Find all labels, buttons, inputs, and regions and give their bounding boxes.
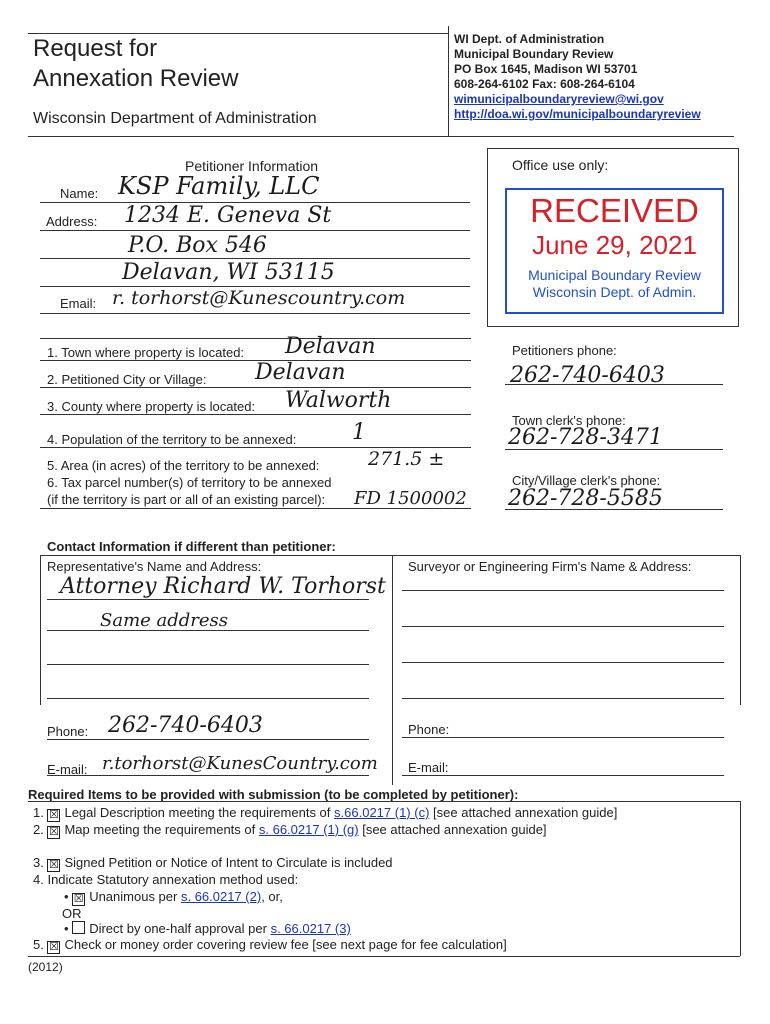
q3-county-field[interactable]: Walworth <box>285 388 392 413</box>
rep-line-4 <box>47 698 369 699</box>
contact-right-border <box>740 555 741 705</box>
name-label: Name: <box>60 186 99 201</box>
rep-line-1 <box>47 599 369 600</box>
questions-rule-top <box>40 338 471 339</box>
or-text: OR <box>62 906 82 921</box>
stamp-date: June 29, 2021 <box>532 230 697 260</box>
town-clerk-phone-line <box>505 449 723 450</box>
rep-phone-line <box>47 739 369 740</box>
page-title <box>33 34 238 94</box>
q1-label: 1. Town where property is located: <box>47 345 245 360</box>
petitioner-address-2-field[interactable]: P.O. Box 546 <box>128 233 267 258</box>
surveyor-email-label: E-mail: <box>408 760 449 775</box>
rep-label: Representative's Name and Address: <box>47 559 262 574</box>
item-1-checkbox[interactable]: ☒ <box>49 809 59 821</box>
surveyor-label: Surveyor or Engineering Firm's Name & Address: <box>408 559 692 574</box>
rep-phone-label: Phone: <box>47 724 89 739</box>
contact-rule-top <box>40 555 740 556</box>
item-4b-text: Direct by one-half approval per <box>89 921 267 936</box>
item-2-text: Map meeting the requirements of <box>64 822 256 837</box>
item-3 <box>33 855 393 872</box>
item-1-statute-link[interactable]: s.66.0217 (1) (c) <box>334 805 430 820</box>
item-1-note: [see attached annexation guide] <box>433 805 618 820</box>
item-5-number: 5. <box>33 937 44 952</box>
petitioner-address-3-field[interactable]: Delavan, WI 53115 <box>122 260 335 285</box>
required-rule-bottom <box>28 956 740 957</box>
surveyor-phone-label: Phone: <box>408 722 450 737</box>
city-clerk-phone-line <box>505 509 723 510</box>
item-3-text: Signed Petition or Notice of Intent to Circulate is included <box>64 855 393 870</box>
item-2 <box>33 822 547 839</box>
item-2-number: 2. <box>33 822 44 837</box>
item-1-number: 1. <box>33 805 44 820</box>
surveyor-email-line <box>402 775 724 776</box>
email-line <box>40 313 470 314</box>
contact-heading: Contact Information if different than petitioner: <box>47 539 336 554</box>
q5-label: 5. Area (in acres) of the territory to be annexed: <box>47 458 320 473</box>
item-4b-checkbox[interactable] <box>72 921 85 934</box>
header-rule-bottom <box>28 136 734 137</box>
q4-label: 4. Population of the territory to be annexed: <box>47 432 297 447</box>
item-4 <box>33 872 298 887</box>
page-subtitle: Wisconsin Department of Administration <box>33 110 317 127</box>
email-label: Email: <box>60 296 97 311</box>
q3-line <box>40 414 471 415</box>
item-2-statute-link[interactable]: s. 66.0217 (1) (g) <box>258 822 359 837</box>
item-3-checkbox[interactable]: ☒ <box>49 859 59 871</box>
q5-area-field[interactable]: 271.5 ± <box>368 448 445 470</box>
required-heading: Required Items to be provided with submission (to be completed by petitioner): <box>28 787 519 802</box>
received-stamp <box>505 188 724 314</box>
item-3-number: 3. <box>33 855 44 870</box>
required-right-border <box>740 801 741 956</box>
rep-email-field[interactable]: r.torhorst@KunesCountry.com <box>102 753 378 774</box>
surveyor-phone-line <box>402 737 724 738</box>
form-year: (2012) <box>28 960 63 974</box>
stamp-org-line-1: Municipal Boundary Review <box>528 267 701 283</box>
rep-name-field[interactable]: Attorney Richard W. Torhorst <box>60 574 386 599</box>
q4-population-field[interactable]: 1 <box>352 420 366 445</box>
q1-town-field[interactable]: Delavan <box>285 334 376 359</box>
petitioner-name-field[interactable]: KSP Family, LLC <box>118 172 320 200</box>
rep-address-field[interactable]: Same address <box>100 610 229 631</box>
stamp-received-text: RECEIVED <box>530 192 699 229</box>
petitioner-heading: Petitioner Information <box>185 158 319 174</box>
item-4-text: Indicate Statutory annexation method used: <box>47 872 299 887</box>
contact-left-border <box>40 555 41 705</box>
title-line-2: Annexation Review <box>33 65 239 92</box>
petitioner-phone-label: Petitioners phone: <box>512 343 617 358</box>
address-line-1 <box>40 230 470 231</box>
rep-email-line <box>47 775 369 776</box>
q2-line <box>40 387 471 388</box>
agency-po-box: PO Box 1645, Madison WI 53701 <box>454 62 638 76</box>
office-use-label: Office use only: <box>512 157 609 173</box>
item-4-number: 4. <box>33 872 44 887</box>
city-clerk-phone-label: City/Village clerk's phone: <box>512 473 661 488</box>
item-4a-statute-link[interactable]: s. 66.0217 (2) <box>180 889 262 904</box>
agency-name: WI Dept. of Administration <box>454 32 605 46</box>
town-clerk-phone-field[interactable]: 262-728-3471 <box>508 425 663 450</box>
town-clerk-phone-label: Town clerk's phone: <box>512 413 626 428</box>
q2-city-field[interactable]: Delavan <box>255 360 346 385</box>
item-2-checkbox[interactable]: ☒ <box>49 826 59 838</box>
bullet-icon: • <box>64 921 69 936</box>
item-5 <box>33 937 507 954</box>
petitioner-email-field[interactable]: r. torhorst@Kunescountry.com <box>112 287 406 309</box>
agency-address-block <box>454 32 701 122</box>
item-4a <box>64 889 283 906</box>
stamp-org-line-2: Wisconsin Dept. of Admin. <box>532 284 697 300</box>
item-4a-checkbox[interactable]: ☒ <box>73 893 84 905</box>
q6-parcel-field[interactable]: FD 1500002 <box>354 488 467 509</box>
rep-phone-field[interactable]: 262-740-6403 <box>108 713 263 738</box>
q6-line <box>40 508 471 509</box>
header-divider <box>448 26 449 136</box>
q2-label: 2. Petitioned City or Village: <box>47 372 207 387</box>
item-1 <box>33 805 617 822</box>
petitioner-phone-field[interactable]: 262-740-6403 <box>510 363 665 388</box>
address-line-2 <box>40 258 470 259</box>
city-clerk-phone-field[interactable]: 262-728-5585 <box>508 486 663 511</box>
rep-line-3 <box>47 664 369 665</box>
rep-line-2 <box>47 630 369 631</box>
agency-website-link[interactable]: http://doa.wi.gov/municipalboundaryreview <box>454 107 701 121</box>
item-2-note: [see attached annexation guide] <box>362 822 547 837</box>
item-1-text: Legal Description meeting the requirements of <box>64 805 331 820</box>
agency-division: Municipal Boundary Review <box>454 47 614 61</box>
petitioner-address-1-field[interactable]: 1234 E. Geneva St <box>124 203 332 228</box>
surveyor-line-4 <box>402 698 724 699</box>
item-4b <box>64 921 351 936</box>
item-5-text: Check or money order covering review fee [see next page for fee calculation] <box>64 937 507 952</box>
contact-divider <box>392 555 393 785</box>
required-rule-top <box>28 801 740 802</box>
item-4a-text: Unanimous per <box>89 889 178 904</box>
rep-email-label: E-mail: <box>47 762 88 777</box>
agency-email-link[interactable]: wimunicipalboundaryreview@wi.gov <box>454 92 664 106</box>
agency-phone-fax: 608-264-6102 Fax: 608-264-6104 <box>454 77 635 91</box>
q3-label: 3. County where property is located: <box>47 399 256 414</box>
item-4a-after: , or, <box>261 889 283 904</box>
item-4b-statute-link[interactable]: s. 66.0217 (3) <box>270 921 351 936</box>
surveyor-line-2 <box>402 626 724 627</box>
address-label: Address: <box>46 214 98 229</box>
item-5-checkbox[interactable]: ☒ <box>49 941 59 953</box>
petitioner-phone-line <box>505 384 723 385</box>
surveyor-line-3 <box>402 662 724 663</box>
q6-label-1: 6. Tax parcel number(s) of territory to be annexed <box>47 475 332 490</box>
bullet-icon: • <box>64 889 69 904</box>
surveyor-line-1 <box>402 590 724 591</box>
q6-label-2: (if the territory is part or all of an existing parcel): <box>47 492 326 507</box>
title-line-1: Request for <box>33 35 158 62</box>
